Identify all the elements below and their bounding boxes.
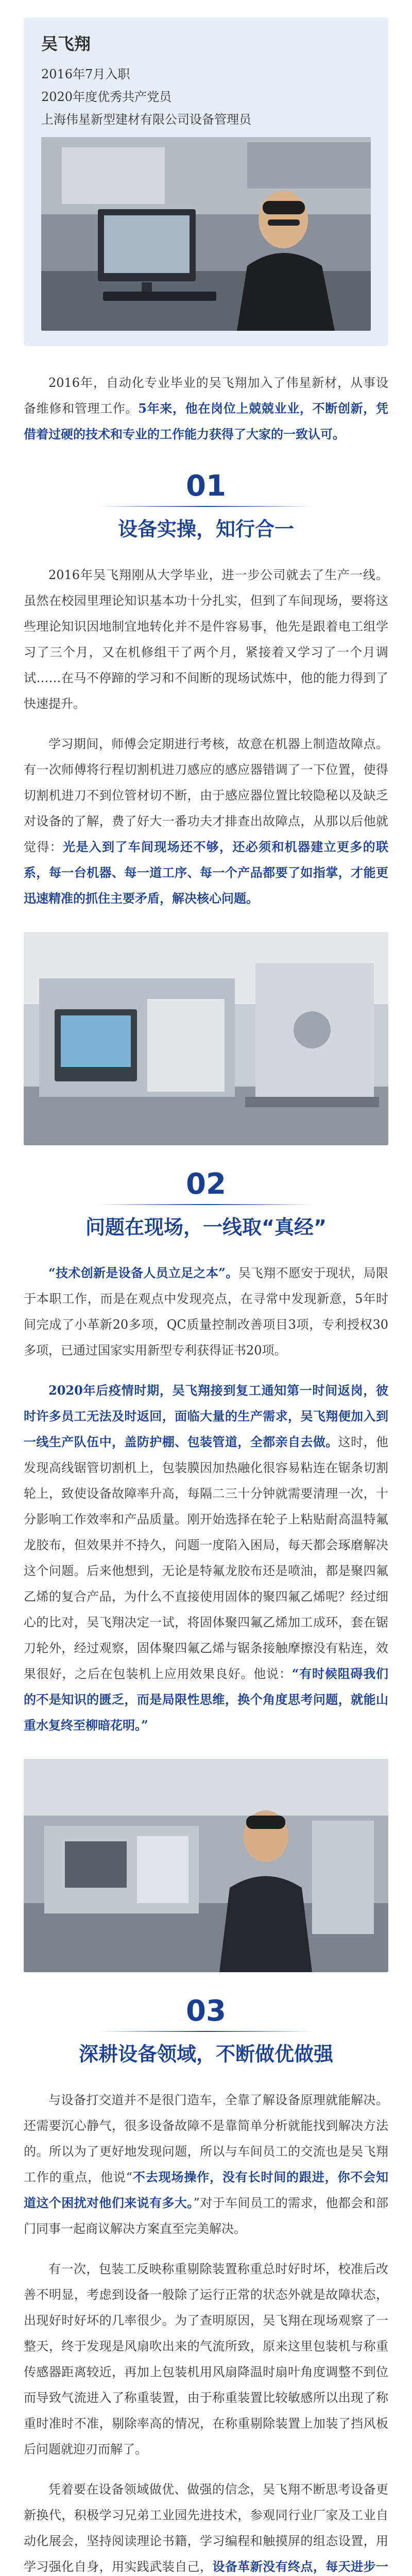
section-2-p1-text: 吴飞翔不愿安于现状，局限于本职工作，而是在观点中发现亮点，在寻常中发现新意，5年时间完成了小革新20多项，QC质量控制改善项目3项，专利授权30多项，已通过国家实用新型专利获得证书20项。 (24, 1266, 389, 1358)
section-1-p2-text: 学习期间，师傅会定期进行考核，故意在机器上制造故障点。有一次师傅将行程切割机进刀感应的感应器错调了一下位置，使得切割机进刀不到位管材切不断，由于感应器位置比较隐秘以及缺乏对设备的了解，费了好大一番功夫才排查出故障点，从那以后他就觉得： (24, 737, 388, 854)
intro-text: 2016年，自动化专业毕业的吴飞翔加入了伟星新材，从事设备维修和管理工作。 (24, 376, 388, 416)
section-2-p2-text: 这时，他发现高线锯管切割机上，包装膜因加热融化很容易粘连在锯条切割轮上，致使设备故障率升高，每隔二三十分钟就需要清理一次，十分影响工作效率和产品质量。刚开始选择在轮子上粘贴耐高温特氟龙胶布，但效果并不持久，问题一度陷入困局，每天都会琢磨解决这个问题。后来他想到，无论是特氟龙胶布还是喷油，都是聚四氟乙烯的复合产品，为什么不直接使用固体的聚四氟乙烯呢？经过细心的比对，吴飞翔决定一试，将固体聚四氟乙烯加工成环，套在锯刀轮外，经过观察，固体聚四氟乙烯与锯条接触摩擦没有粘连，效果很好，之后在包装机上应用效果良好。 (24, 1435, 389, 1681)
section-1-divider (98, 506, 314, 507)
section-2-heading (0, 1168, 412, 1240)
section-3-paragraph-2: 有一次，包装工反映称重剔除装置称重总时好时坏，校准后改善不明显，考虑到设备一般除了运行正常的状态外就是故障状态，出现好时好坏的几率很少。为了查明原因，吴飞翔在现场观察了一整天，终于发现是风扇吹出来的气流所致，原来这里包装机与称重传感器距离较近，再加上包装机用风扇降温时扇叶角度调整不到位而导致气流进入了称重装置，由于称重装置比较敏感所以出现了称重时准时不准，剔除率高的情况，在称重剔除装置上加装了挡风板后问题就迎刃而解了。 (24, 2262, 388, 2456)
profile-info-honor: 2020年度优秀共产党员 (41, 90, 172, 104)
workshop-photo-2 (24, 1759, 388, 1972)
section-3-p3-text: 凭着要在设备领域做优、做强的信念，吴飞翔不断思考设备更新换代，积极学习兄弟工业园先进技术，参观同行业厂家及工业自动化展会，坚持阅读理论书籍，学习编程和触摸屏的组态设置，用学习强化自身，用实践武装自己， (24, 2482, 388, 2574)
section-2-divider (98, 1204, 314, 1205)
section-2-p2-highlight-b: “有时候阻碍我们的不是知识的匮乏，而是局限性思维，换个角度思考问题，就能山重水复终至柳暗花明。” (24, 1666, 389, 1733)
section-1-paragraph-1: 2016年吴飞翔刚从大学毕业，进一步公司就去了生产一线。虽然在校园里理论知识基本功十分扎实，但到了车间现场，要将这些理论知识因地制宜地转化并不是件容易事，他先是跟着电工组学习了三个月，又在机修组干了两个月，紧接着又学习了一个月调试……在马不停蹄的学习和不间断的现场试炼中，他的能力得到了快速提升。 (24, 568, 388, 711)
section-3-paragraph-3 (0, 2477, 412, 2576)
section-2-p2-end-text: 他说： (253, 1667, 292, 1681)
person-name: 吴飞翔 (41, 34, 91, 54)
section-3-p3-highlight: 设备革新没有终点，每天进步一 (212, 2559, 389, 2574)
section-1-paragraph-2 (0, 731, 412, 911)
section-3-heading (0, 1995, 412, 2066)
section-3-p1-text-a: 与设备打交道并不是很门造车，全靠了解设备原理就能解决。还需要沉心静气，很多设备故障不是靠简单分析就能找到解决方法的。所以为了更好地发现问题，所以与车间员工的交流也是吴飞翔工作的重点，他说“ (24, 2093, 388, 2184)
intro-highlight: 5年来，他在岗位上兢兢业业，不断创新，凭借着过硬的技术和专业的工作能力获得了大家的一致认可。 (24, 401, 388, 442)
section-3-number: 03 (186, 1994, 226, 2028)
profile-info-title: 上海伟星新型建材有限公司设备管理员 (41, 112, 251, 127)
section-3-divider (98, 2031, 314, 2032)
portrait-photo (41, 137, 371, 331)
section-2-p2-highlight-a: 2020年后疫情时期，吴飞翔接到复工通知第一时间返岗，彼时许多员工无法及时返回，面临大量的生产需求，吴飞翔便加入到一线生产队伍中，盖防护棚、包装管道，全都亲自去做。 (24, 1383, 388, 1449)
section-3-title: 深耕设备领域，不断做优做强 (78, 2043, 333, 2065)
section-1-title: 设备实操，知行合一 (117, 518, 294, 540)
section-3-paragraph-1 (0, 2087, 412, 2242)
section-1-heading (0, 470, 412, 541)
section-3-p1-highlight: 不去现场操作，没有长时间的跟进，你不会知道这个困扰对他们来说有多大。 (24, 2170, 388, 2210)
section-3-p1-text-b: ”对于车间员工的需求，他都会和部门同事一起商议解决方案直至完美解决。 (24, 2196, 388, 2236)
intro-paragraph (0, 370, 412, 447)
section-2-p1-highlight: “技术创新是设备人员立足之本”。 (48, 1265, 238, 1280)
profile-info-join: 2016年7月入职 (41, 67, 130, 81)
workshop-photo-1 (24, 932, 388, 1145)
section-2-title: 问题在现场，一线取“真经” (85, 1216, 327, 1239)
profile-card (24, 18, 388, 346)
section-2-number: 02 (186, 1167, 226, 1201)
section-2-paragraph-2 (0, 1378, 412, 1738)
profile-section (0, 0, 412, 346)
section-1-p2-highlight: 光是入到了车间现场还不够，还必须和机器建立更多的联系，每一台机器、每一道工序、每一个产品都要了如指掌，才能更迅速精准的抓住主要矛盾，解决核心问题。 (24, 839, 388, 906)
section-2-paragraph-1 (0, 1260, 412, 1363)
section-1-number: 01 (186, 469, 226, 503)
